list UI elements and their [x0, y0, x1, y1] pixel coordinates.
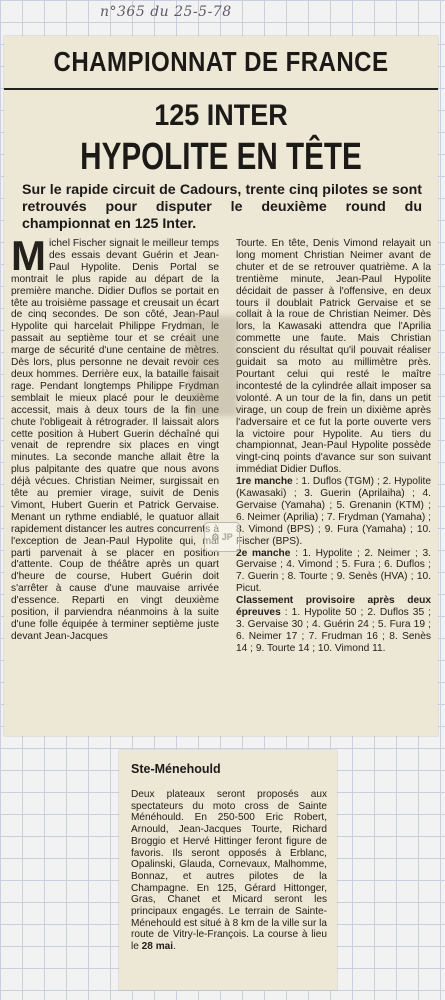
header-band: [4, 36, 438, 90]
brief-body: [131, 789, 327, 953]
brief-date: 28 mai: [141, 941, 174, 953]
article-clipping: [4, 36, 438, 736]
paper-smudge: [188, 316, 238, 416]
left-column-text: ichel Fischer signait le meilleur temps des essais devant Guérin et Jean-Paul Hypolite. Denis Portal se montrait le plus rapide au départ de la première manche. Didier Duflos se portait en tête au troisième passage et creusait un écart de cinq secondes. De son côté, Jean-Paul Hypolite qui harcelait Philippe Frydman, le passait au septième tour et se créait une marge de sécurité d'une centaine de mètres. Dès lors, plus personne ne devait revoir ces deux hommes. Derrière eux, la bataille faisait rage. Pendant longtemps Philippe Frydman semblait le mieux placé pour le deuxième accessit, mais à deux tours de la fin une chute l'obligeait à rétrograder. Il laissait alors cette position à Hubert Guerin déchaîné qui venait de reprendre six places en vingt minutes. La seconde manche allait être la plus palpitante des quatre que nous avons déjà vécues. Christian Neimer, surgissait en tête au premier virage, suivit de Denis Vimont, Hubert Guerin et Patrick Gervaise. Menant un rythme endiablé, le quatuor allait rapidement distancer les autres concurrents à l'exception de Jean-Paul Hypolite qui, mal parti parvenait à se placer en position d'attente. Coup de théâtre après un quart d'heure de course, Hubert Guérin doit s'arrêter à cause d'une mauvaise arrivée d'essence. Reparti en vingt deuxième position, il parviendra néanmoins à la suite d'une folle équipée à terminer septième juste devant Jean-Jacques: [11, 238, 219, 642]
results-2-label: 2e manche: [236, 547, 291, 559]
results-1: [236, 476, 431, 547]
results-2: [236, 548, 431, 596]
article-column-right: [236, 238, 431, 655]
archive-watermark-logo: ⚙ JP: [204, 522, 240, 552]
standings-label: Classement provisoire après deux épreuves: [236, 595, 431, 619]
drop-cap: M: [11, 232, 46, 279]
brief-title: Ste-Ménehould: [131, 762, 221, 776]
right-column-text: Tourte. En tête, Denis Vimond relayait un long moment Christian Neimer avant de chuter et de se retrouver quatrième. A la trentième minute, Jean-Paul Hypolite décidait de passer à l'offensive, en deux tours il doublait Patrick Gervaise et se collait à la roue de Christian Neimer. Dès lors, la Kawasaki attendra que l'Aprilia commette une faute. Mais Christian conscient du résultat qu'il pouvait réaliser guidait sa moto au millimètre près. Pourtant celui qui resté le maître incontesté de la cylindrée allait imposer sa volonté. A un tour de la fin, dans un petit virage, un coup de frein un dixième après l'adversaire et ce fut la porte ouverte vers la victoire pour Hypolite. Au tiers du championnat, Jean-Paul Hypolite possède vingt-cinq points d'avance sur son suivant immédiat Didier Duflos.: [236, 238, 431, 476]
article-lede: Sur le rapide circuit de Cadours, trente cinq pilotes se sont retrouvés pour disputer le deuxième round du championnat en 125 Inter.: [22, 182, 422, 232]
handwritten-archive-note: n°365 du 25-5-78: [100, 4, 232, 20]
results-1-label: 1re manche: [236, 476, 293, 488]
article-column-left: [11, 232, 219, 643]
results-1-text: : 1. Duflos (TGM) ; 2. Hypolite (Kawasaki) ; 3. Guerin (Aprilaiha) ; 4. Gervaise (Yamaha) ; 5. Grenanin (KTM) ; 6. Neimer (Aprilia) ; 7. Frydman (Yamaha) ; 8. Vimond (BPS) ; 9. Fura (Yamaha) ; 10. Fischer (BPS).: [236, 476, 431, 547]
headline: HYPOLITE EN TÊTE: [80, 136, 362, 178]
headline-category: 125 INTER: [154, 99, 288, 132]
brief-text: Deux plateaux seront proposés aux spectateurs du moto cross de Sainte Ménéhould. En 250-500 Eric Robert, Arnould, Jean-Jacques Tourte, Richard Broggio et Hervé Hittinger feront figure de favoris. Ils seront opposés à Erblanc, Opalinski, Glauda, Cornevaux, Malhomme, Bonnaz, et autres pilotes de la Champagne. En 125, Gérard Hittonger, Gras, Chanet et Micard seront les principaux engagés. Le terrain de Sainte-Ménehould est situé à 8 km de la ville sur la route de Vitry-le-François. La course à lieu le: [131, 789, 327, 953]
standings: [236, 595, 431, 655]
standings-text: : 1. Hypolite 50 ; 2. Duflos 35 ; 3. Gervaise 30 ; 4. Guérin 24 ; 5. Fura 19 ; 6. Neimer 17 ; 7. Frudman 16 ; 8. Senès 14 ; 9. Tourte 14 ; 10. Vimond 11.: [236, 607, 431, 654]
section-header: CHAMPIONNAT DE FRANCE: [53, 46, 389, 77]
brief-end: .: [173, 941, 176, 953]
results-2-text: : 1. Hypolite ; 2. Neimer ; 3. Gervaise ; 4. Vimond ; 5. Fura ; 6. Duflos ; 7. Guerin ; 8. Tourte ; 9. Senès (HVA) ; 10. Picut.: [236, 547, 431, 595]
brief-clipping: [119, 750, 337, 990]
